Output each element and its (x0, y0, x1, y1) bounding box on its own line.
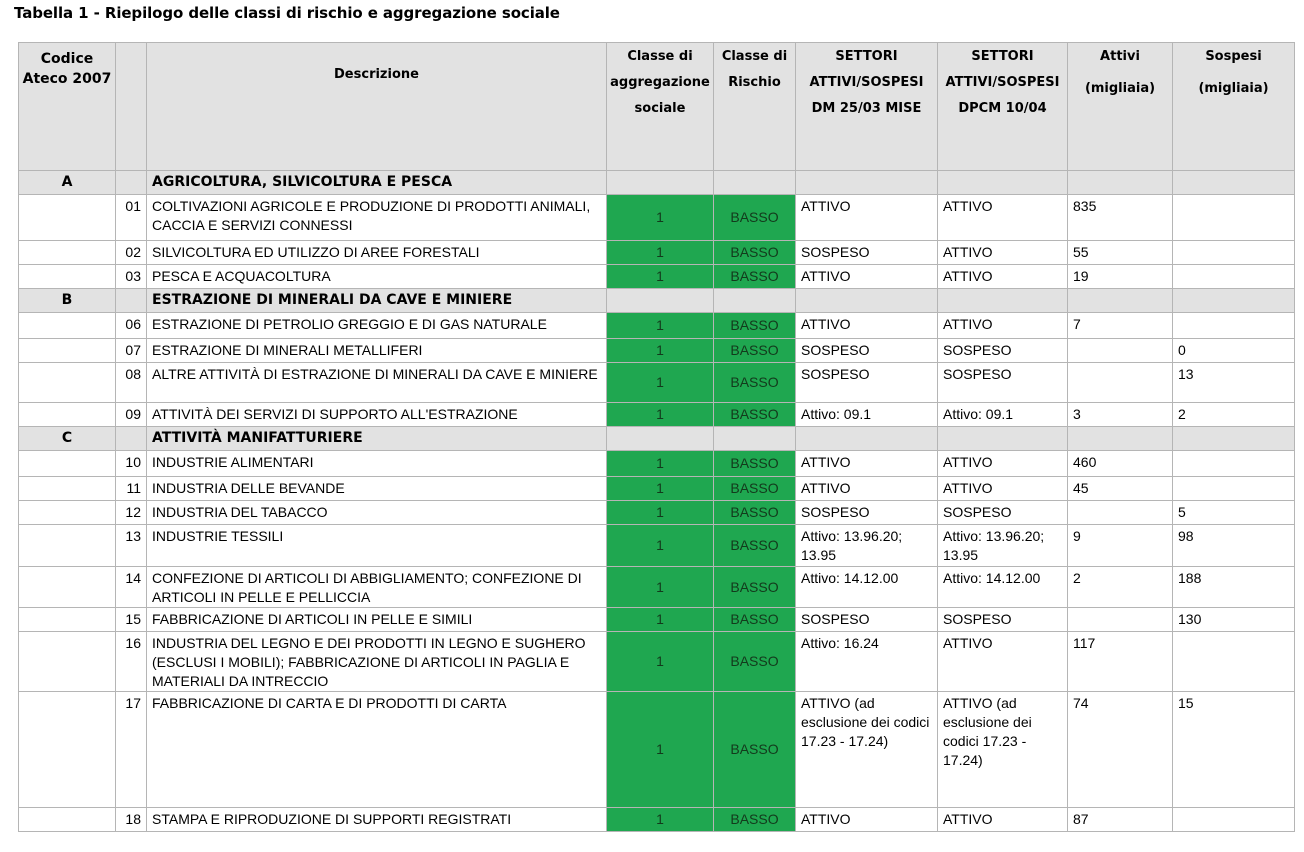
section-empty-cell (938, 289, 1068, 313)
table-row (19, 608, 1295, 632)
division-description: FABBRICAZIONE DI CARTA E DI PRODOTTI DI CARTA (147, 692, 607, 808)
division-number: 16 (116, 632, 147, 692)
division-number: 01 (116, 195, 147, 241)
suspended-thousands: 0 (1173, 339, 1295, 363)
aggregation-class: 1 (607, 632, 714, 692)
section-spacer (116, 427, 147, 451)
codice-cell (19, 501, 116, 525)
suspended-thousands: 98 (1173, 525, 1295, 567)
sector-status-dpcm: ATTIVO (938, 241, 1068, 265)
table-row (19, 339, 1295, 363)
division-number: 12 (116, 501, 147, 525)
division-number: 11 (116, 477, 147, 501)
risk-class: BASSO (714, 692, 796, 808)
section-empty-cell (1068, 171, 1173, 195)
table-row (19, 808, 1295, 832)
sector-status-dpcm: ATTIVO (938, 632, 1068, 692)
sector-status-dm: Attivo: 09.1 (796, 403, 938, 427)
aggregation-class: 1 (607, 451, 714, 477)
aggregation-class: 1 (607, 692, 714, 808)
aggregation-class: 1 (607, 525, 714, 567)
section-empty-cell (938, 171, 1068, 195)
active-thousands (1068, 501, 1173, 525)
division-description: INDUSTRIE ALIMENTARI (147, 451, 607, 477)
table-row (19, 501, 1295, 525)
division-description: ATTIVITÀ DEI SERVIZI DI SUPPORTO ALL'ESTRAZIONE (147, 403, 607, 427)
section-empty-cell (1068, 289, 1173, 313)
sector-status-dm: ATTIVO (796, 265, 938, 289)
header-row (19, 43, 1295, 171)
section-empty-cell (796, 171, 938, 195)
table-row (19, 692, 1295, 808)
table-row (19, 363, 1295, 403)
section-empty-cell (1173, 427, 1295, 451)
risk-class: BASSO (714, 477, 796, 501)
suspended-thousands (1173, 451, 1295, 477)
sector-status-dm: SOSPESO (796, 501, 938, 525)
suspended-thousands: 13 (1173, 363, 1295, 403)
division-description: STAMPA E RIPRODUZIONE DI SUPPORTI REGISTRATI (147, 808, 607, 832)
active-thousands: 19 (1068, 265, 1173, 289)
codice-cell (19, 403, 116, 427)
sector-status-dpcm: SOSPESO (938, 608, 1068, 632)
section-row (19, 289, 1295, 313)
risk-class: BASSO (714, 451, 796, 477)
suspended-thousands: 5 (1173, 501, 1295, 525)
header-aggregazione: Classe di aggregazione sociale (607, 43, 714, 171)
division-description: INDUSTRIE TESSILI (147, 525, 607, 567)
active-thousands (1068, 363, 1173, 403)
header-descrizione: Descrizione (147, 43, 607, 171)
section-spacer (116, 171, 147, 195)
suspended-thousands (1173, 313, 1295, 339)
header-attivi-label: Attivi (1100, 49, 1140, 64)
codice-cell (19, 808, 116, 832)
risk-class-table (18, 42, 1295, 832)
header-sospesi-label: Sospesi (1205, 49, 1262, 64)
header-codice-ateco: Codice Ateco 2007 (19, 43, 116, 171)
codice-cell (19, 339, 116, 363)
sector-status-dpcm: SOSPESO (938, 363, 1068, 403)
sector-status-dpcm: Attivo: 09.1 (938, 403, 1068, 427)
codice-cell (19, 451, 116, 477)
section-empty-cell (607, 427, 714, 451)
sector-status-dm: ATTIVO (796, 451, 938, 477)
section-code: C (19, 427, 116, 451)
risk-class: BASSO (714, 403, 796, 427)
risk-class: BASSO (714, 567, 796, 608)
header-num (116, 43, 147, 171)
section-row (19, 171, 1295, 195)
active-thousands (1068, 339, 1173, 363)
sector-status-dm: ATTIVO (796, 477, 938, 501)
sector-status-dm: SOSPESO (796, 339, 938, 363)
active-thousands: 460 (1068, 451, 1173, 477)
division-number: 03 (116, 265, 147, 289)
active-thousands: 45 (1068, 477, 1173, 501)
codice-cell (19, 525, 116, 567)
active-thousands: 117 (1068, 632, 1173, 692)
active-thousands (1068, 608, 1173, 632)
suspended-thousands: 188 (1173, 567, 1295, 608)
division-number: 02 (116, 241, 147, 265)
section-spacer (116, 289, 147, 313)
header-settori-dpcm: SETTORI ATTIVI/SOSPESI DPCM 10/04 (938, 43, 1068, 171)
sector-status-dm: ATTIVO (796, 808, 938, 832)
section-empty-cell (607, 289, 714, 313)
header-attivi (1068, 43, 1173, 171)
sector-status-dm: SOSPESO (796, 241, 938, 265)
suspended-thousands (1173, 195, 1295, 241)
sector-status-dpcm: SOSPESO (938, 501, 1068, 525)
active-thousands: 74 (1068, 692, 1173, 808)
section-empty-cell (1173, 171, 1295, 195)
section-empty-cell (938, 427, 1068, 451)
aggregation-class: 1 (607, 339, 714, 363)
division-description: INDUSTRIA DELLE BEVANDE (147, 477, 607, 501)
codice-cell (19, 692, 116, 808)
aggregation-class: 1 (607, 265, 714, 289)
active-thousands: 7 (1068, 313, 1173, 339)
sector-status-dm: ATTIVO (796, 313, 938, 339)
codice-cell (19, 363, 116, 403)
codice-cell (19, 632, 116, 692)
division-description: PESCA E ACQUACOLTURA (147, 265, 607, 289)
division-description: CONFEZIONE DI ARTICOLI DI ABBIGLIAMENTO; CONFEZIONE DI ARTICOLI IN PELLE E PELLICCIA (147, 567, 607, 608)
division-number: 15 (116, 608, 147, 632)
sector-status-dm: Attivo: 16.24 (796, 632, 938, 692)
sector-status-dm: Attivo: 13.96.20; 13.95 (796, 525, 938, 567)
sector-status-dpcm: ATTIVO (ad esclusione dei codici 17.23 - 17.24) (938, 692, 1068, 808)
sector-status-dpcm: SOSPESO (938, 339, 1068, 363)
sector-status-dm: SOSPESO (796, 608, 938, 632)
risk-class: BASSO (714, 808, 796, 832)
risk-class: BASSO (714, 265, 796, 289)
codice-cell (19, 241, 116, 265)
table-row (19, 241, 1295, 265)
header-attivi-unit: (migliaia) (1084, 81, 1156, 96)
active-thousands: 3 (1068, 403, 1173, 427)
risk-class: BASSO (714, 241, 796, 265)
active-thousands: 835 (1068, 195, 1173, 241)
table-row (19, 313, 1295, 339)
table-row (19, 632, 1295, 692)
header-settori-dm: SETTORI ATTIVI/SOSPESI DM 25/03 MISE (796, 43, 938, 171)
sector-status-dpcm: ATTIVO (938, 808, 1068, 832)
section-title: ATTIVITÀ MANIFATTURIERE (147, 427, 607, 451)
active-thousands: 9 (1068, 525, 1173, 567)
section-empty-cell (714, 289, 796, 313)
division-number: 08 (116, 363, 147, 403)
aggregation-class: 1 (607, 403, 714, 427)
sector-status-dpcm: ATTIVO (938, 195, 1068, 241)
division-description: ESTRAZIONE DI PETROLIO GREGGIO E DI GAS NATURALE (147, 313, 607, 339)
sector-status-dpcm: ATTIVO (938, 451, 1068, 477)
risk-class: BASSO (714, 363, 796, 403)
section-title: AGRICOLTURA, SILVICOLTURA E PESCA (147, 171, 607, 195)
risk-class: BASSO (714, 632, 796, 692)
section-empty-cell (796, 289, 938, 313)
sector-status-dm: Attivo: 14.12.00 (796, 567, 938, 608)
sector-status-dm: ATTIVO (796, 195, 938, 241)
division-number: 06 (116, 313, 147, 339)
division-description: SILVICOLTURA ED UTILIZZO DI AREE FORESTALI (147, 241, 607, 265)
division-number: 17 (116, 692, 147, 808)
division-number: 09 (116, 403, 147, 427)
division-description: INDUSTRIA DEL LEGNO E DEI PRODOTTI IN LEGNO E SUGHERO (ESCLUSI I MOBILI); FABBRICAZIONE DI ARTICOLI IN PAGLIA E MATERIALI DA INTRECCIO (147, 632, 607, 692)
suspended-thousands (1173, 808, 1295, 832)
sector-status-dpcm: ATTIVO (938, 477, 1068, 501)
codice-cell (19, 608, 116, 632)
division-description: ALTRE ATTIVITÀ DI ESTRAZIONE DI MINERALI DA CAVE E MINIERE (147, 363, 607, 403)
codice-cell (19, 313, 116, 339)
suspended-thousands (1173, 265, 1295, 289)
active-thousands: 2 (1068, 567, 1173, 608)
section-code: B (19, 289, 116, 313)
division-description: FABBRICAZIONE DI ARTICOLI IN PELLE E SIMILI (147, 608, 607, 632)
sector-status-dm: ATTIVO (ad esclusione dei codici 17.23 - 17.24) (796, 692, 938, 808)
risk-class: BASSO (714, 313, 796, 339)
division-description: ESTRAZIONE DI MINERALI METALLIFERI (147, 339, 607, 363)
sector-status-dpcm: ATTIVO (938, 313, 1068, 339)
header-sospesi (1173, 43, 1295, 171)
suspended-thousands: 15 (1173, 692, 1295, 808)
sector-status-dpcm: Attivo: 13.96.20; 13.95 (938, 525, 1068, 567)
table-row (19, 403, 1295, 427)
section-empty-cell (714, 171, 796, 195)
page-title: Tabella 1 - Riepilogo delle classi di rischio e aggregazione sociale (14, 4, 560, 22)
table-row (19, 451, 1295, 477)
active-thousands: 55 (1068, 241, 1173, 265)
section-code: A (19, 171, 116, 195)
division-number: 07 (116, 339, 147, 363)
aggregation-class: 1 (607, 808, 714, 832)
table-row (19, 265, 1295, 289)
aggregation-class: 1 (607, 313, 714, 339)
aggregation-class: 1 (607, 363, 714, 403)
risk-class: BASSO (714, 608, 796, 632)
aggregation-class: 1 (607, 608, 714, 632)
section-empty-cell (796, 427, 938, 451)
division-description: INDUSTRIA DEL TABACCO (147, 501, 607, 525)
suspended-thousands: 130 (1173, 608, 1295, 632)
risk-class: BASSO (714, 501, 796, 525)
section-empty-cell (714, 427, 796, 451)
section-row (19, 427, 1295, 451)
section-title: ESTRAZIONE DI MINERALI DA CAVE E MINIERE (147, 289, 607, 313)
table-body (19, 171, 1295, 832)
division-number: 18 (116, 808, 147, 832)
division-number: 13 (116, 525, 147, 567)
risk-class: BASSO (714, 525, 796, 567)
header-sospesi-unit: (migliaia) (1198, 81, 1269, 96)
sector-status-dpcm: Attivo: 14.12.00 (938, 567, 1068, 608)
sector-status-dm: SOSPESO (796, 363, 938, 403)
sector-status-dpcm: ATTIVO (938, 265, 1068, 289)
aggregation-class: 1 (607, 567, 714, 608)
codice-cell (19, 195, 116, 241)
aggregation-class: 1 (607, 241, 714, 265)
table-row (19, 567, 1295, 608)
suspended-thousands: 2 (1173, 403, 1295, 427)
risk-class: BASSO (714, 195, 796, 241)
division-description: COLTIVAZIONI AGRICOLE E PRODUZIONE DI PRODOTTI ANIMALI, CACCIA E SERVIZI CONNESSI (147, 195, 607, 241)
section-empty-cell (607, 171, 714, 195)
division-number: 14 (116, 567, 147, 608)
suspended-thousands (1173, 241, 1295, 265)
aggregation-class: 1 (607, 501, 714, 525)
section-empty-cell (1068, 427, 1173, 451)
risk-class: BASSO (714, 339, 796, 363)
table-row (19, 477, 1295, 501)
suspended-thousands (1173, 477, 1295, 501)
table-row (19, 525, 1295, 567)
section-empty-cell (1173, 289, 1295, 313)
active-thousands: 87 (1068, 808, 1173, 832)
division-number: 10 (116, 451, 147, 477)
header-rischio: Classe di Rischio (714, 43, 796, 171)
suspended-thousands (1173, 632, 1295, 692)
codice-cell (19, 265, 116, 289)
codice-cell (19, 567, 116, 608)
aggregation-class: 1 (607, 195, 714, 241)
aggregation-class: 1 (607, 477, 714, 501)
codice-cell (19, 477, 116, 501)
table-row (19, 195, 1295, 241)
